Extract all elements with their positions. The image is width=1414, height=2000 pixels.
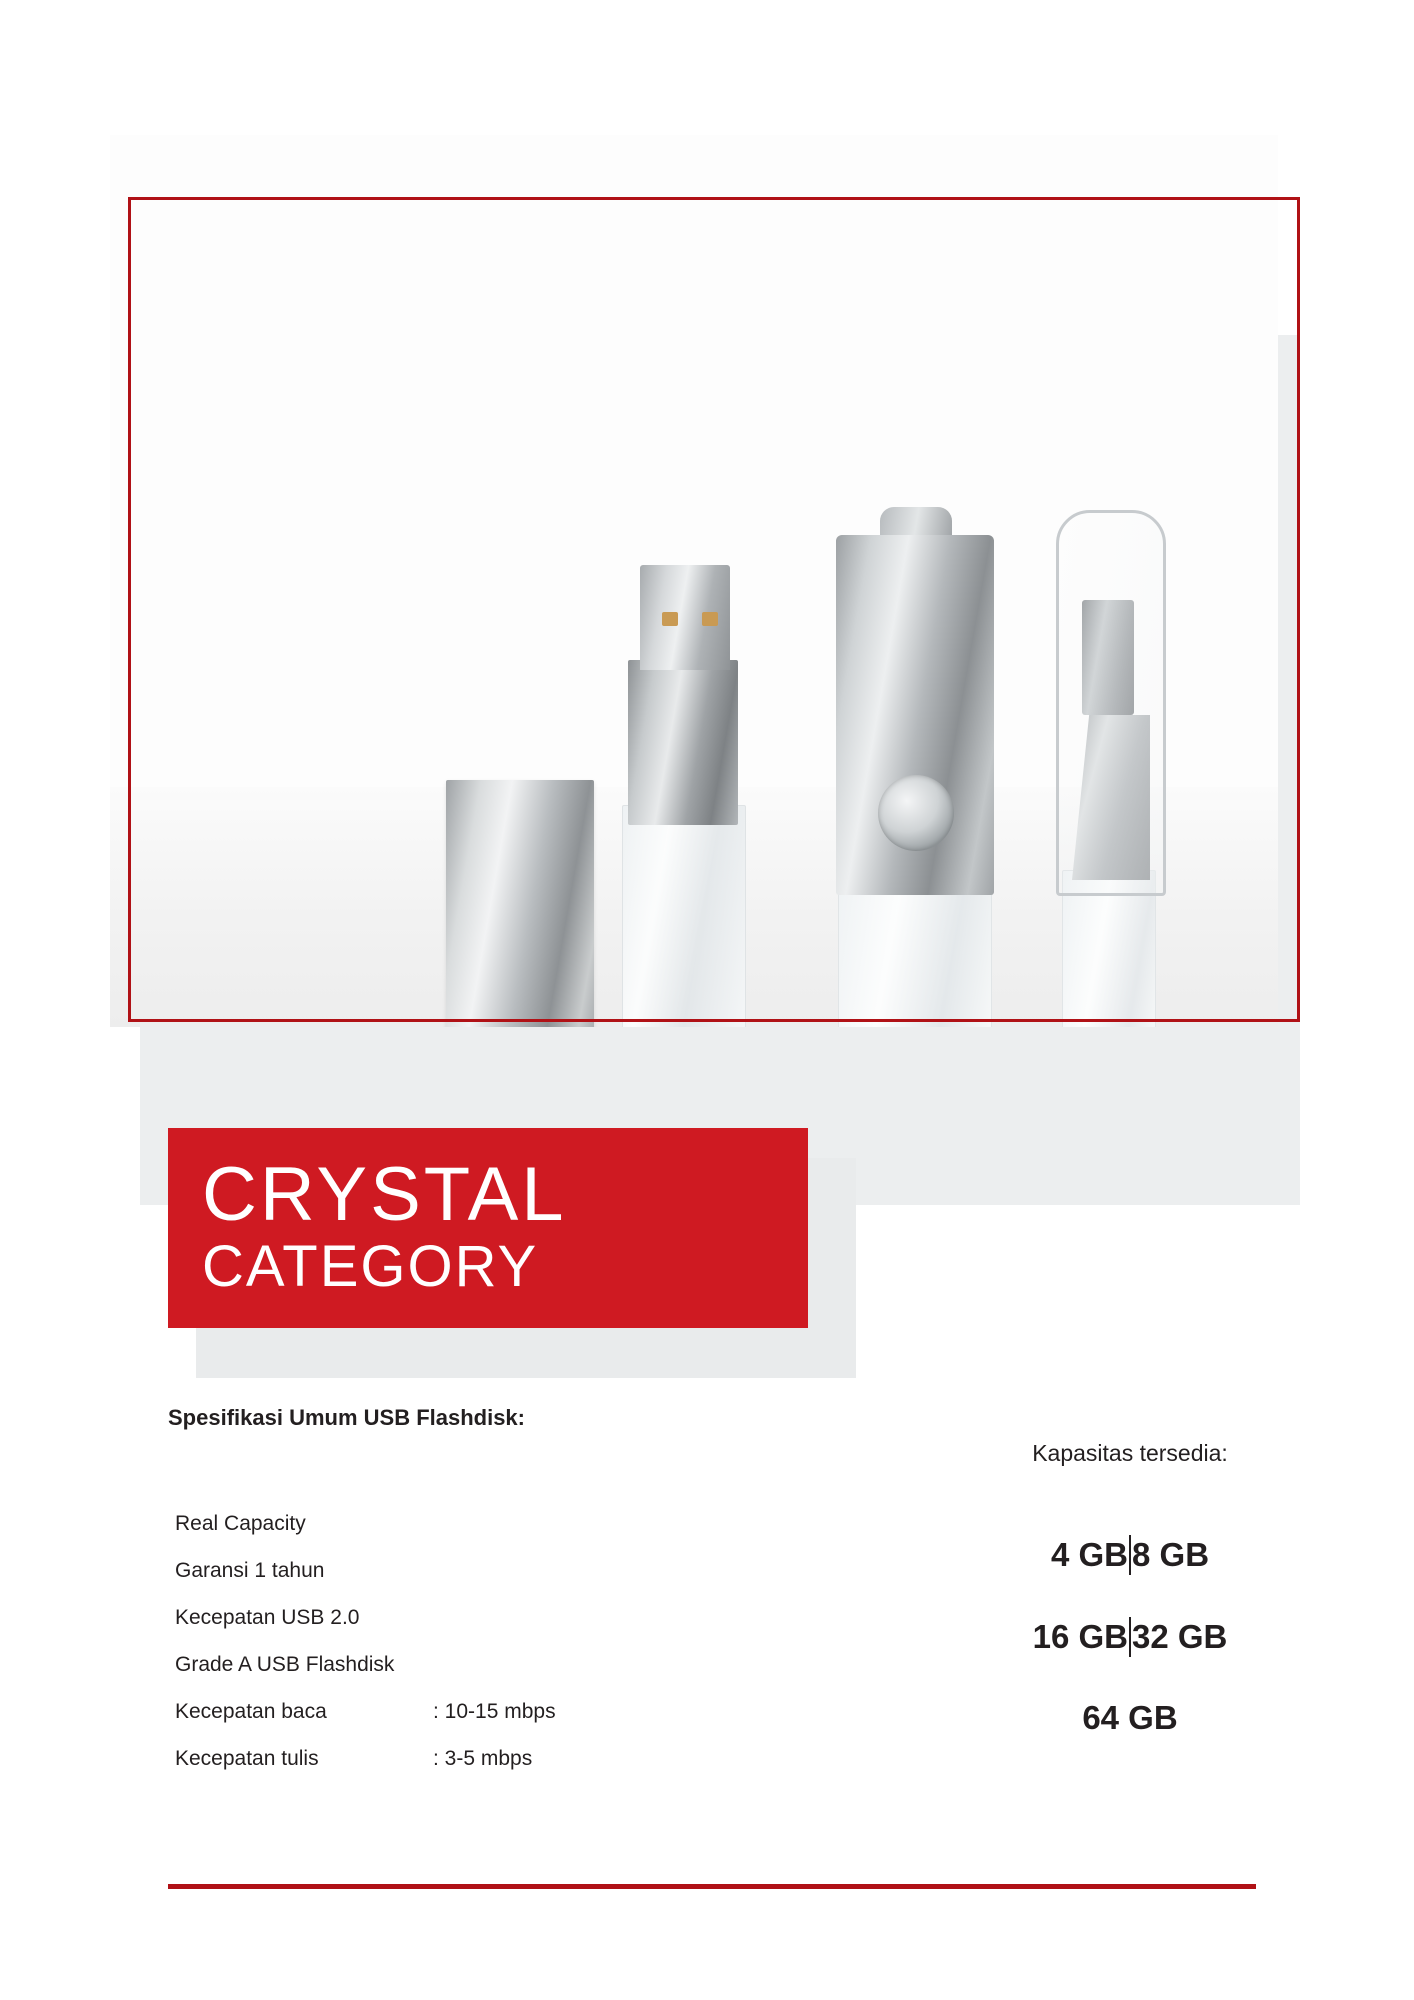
capacity-title: Kapasitas tersedia: — [1032, 1440, 1228, 1466]
category-title: CRYSTAL — [202, 1152, 567, 1238]
capacity-list — [930, 1535, 1330, 1779]
spec-label: Grade A USB Flashdisk — [175, 1653, 395, 1676]
capacity-option: 32 GB — [1132, 1618, 1228, 1655]
spec-label: Kecepatan baca — [175, 1700, 327, 1723]
category-red-panel — [168, 1128, 808, 1328]
capacity-option: 16 GB — [1032, 1618, 1128, 1655]
spec-row — [175, 1735, 735, 1782]
spec-row — [175, 1547, 735, 1594]
spec-label: Kecepatan tulis — [175, 1747, 319, 1770]
specs-list — [175, 1500, 735, 1782]
capacity-row — [930, 1535, 1330, 1575]
category-banner — [168, 1128, 858, 1378]
specs-heading: Spesifikasi Umum USB Flashdisk: — [168, 1405, 525, 1430]
spec-row — [175, 1641, 735, 1688]
capacity-option: 64 GB — [1082, 1699, 1178, 1736]
spec-value: : 3-5 mbps — [433, 1747, 533, 1770]
capacity-divider — [1129, 1617, 1131, 1657]
footer-rule — [168, 1884, 1256, 1889]
spec-row — [175, 1688, 735, 1735]
product-hero — [110, 135, 1300, 1095]
hero-red-frame — [128, 197, 1300, 1022]
category-subtitle: CATEGORY — [202, 1233, 539, 1299]
capacity-row — [930, 1699, 1330, 1737]
spec-row — [175, 1500, 735, 1547]
spec-value: : 10-15 mbps — [433, 1700, 556, 1723]
capacity-row — [930, 1617, 1330, 1657]
capacity-option: 8 GB — [1132, 1536, 1210, 1573]
spec-row — [175, 1594, 735, 1641]
spec-label: Kecepatan USB 2.0 — [175, 1606, 360, 1629]
spec-label: Real Capacity — [175, 1512, 306, 1535]
capacity-option: 4 GB — [1050, 1536, 1128, 1573]
spec-label: Garansi 1 tahun — [175, 1559, 325, 1582]
capacity-divider — [1129, 1535, 1131, 1575]
